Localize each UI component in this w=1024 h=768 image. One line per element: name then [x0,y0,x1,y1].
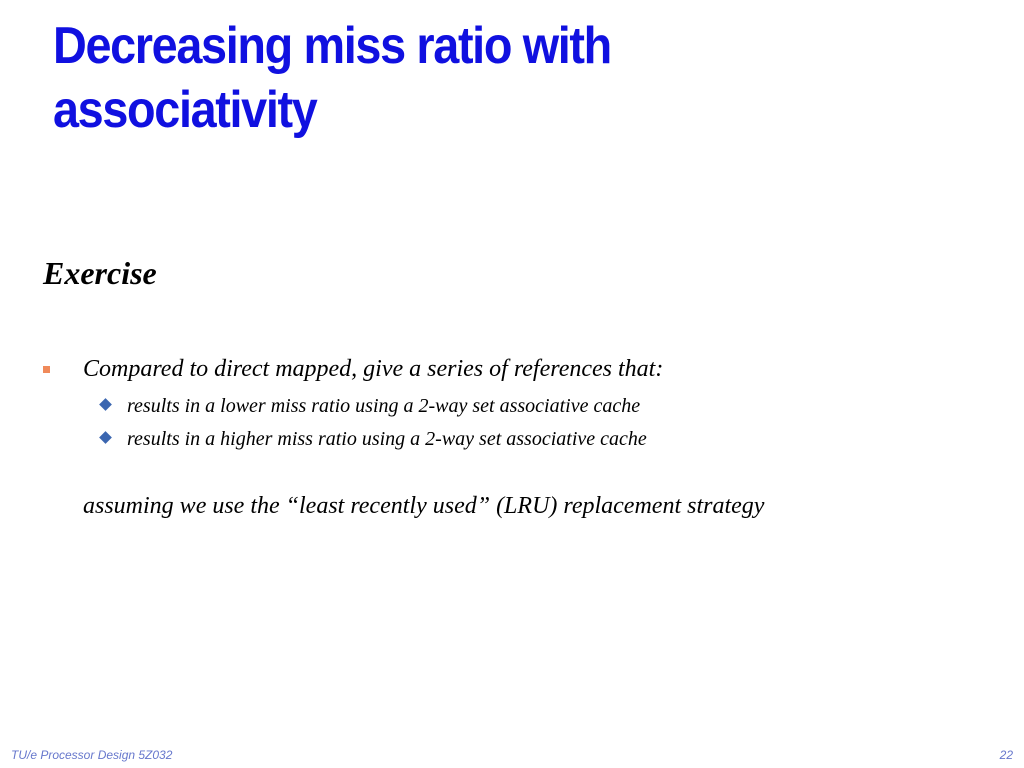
slide-title [53,14,863,142]
slide-title-line-2: associativity [53,81,317,139]
diamond-bullet-icon [99,431,112,444]
bullet-sub-2-text: results in a higher miss ratio using a 2-way set associative cache [127,428,647,450]
footer-course: TU/e Processor Design 5Z032 [11,748,173,762]
slide-title-line-1: Decreasing miss ratio with [53,17,611,75]
diamond-bullet-icon [99,398,112,411]
bullet-sub-1 [98,393,640,419]
bullet-sub-2 [98,426,647,452]
bullet-main [43,354,663,384]
bullet-sub-1-text: results in a lower miss ratio using a 2-way set associative cache [127,395,641,417]
footer-page-number: 22 [999,748,1013,762]
bullet-main-text: Compared to direct mapped, give a series of references that: [83,356,664,382]
assumption-note: assuming we use the “least recently used” (LRU) replacement strategy [83,493,765,519]
section-heading: Exercise [43,255,157,291]
square-bullet-icon [43,366,50,373]
